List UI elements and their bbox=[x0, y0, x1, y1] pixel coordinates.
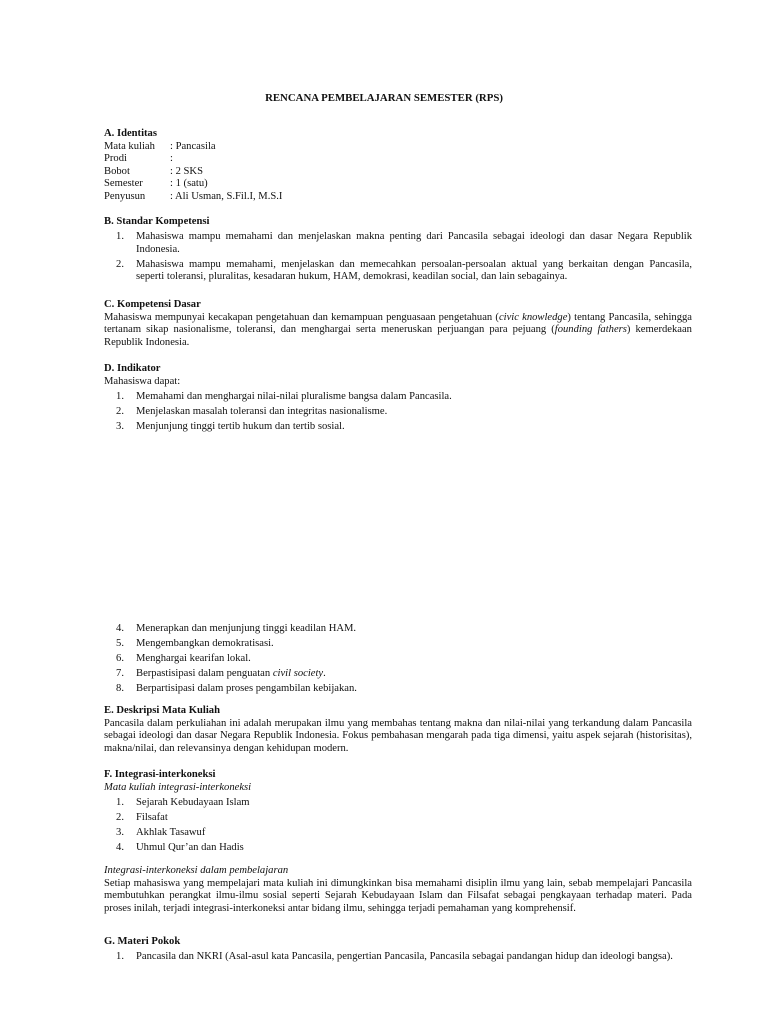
list-text: Memahami dan menghargai nilai-nilai pluralisme bangsa dalam Pancasila. bbox=[136, 390, 452, 402]
list-number: 1. bbox=[116, 390, 124, 402]
list-item bbox=[104, 827, 692, 840]
list-number: 8. bbox=[116, 682, 124, 694]
indikator-intro: Mahasiswa dapat: bbox=[104, 375, 181, 387]
deskripsi-paragraph: Pancasila dalam perkuliahan ini adalah merupakan ilmu yang membahas tentang makna dan nilai-nilai yang terkandung dalam Pancasila sebagai ideologi dan dasar Negara Republik Indonesia. Fokus pembahasan mengarah pada tiga dimensi, yaitu aspek sejarah (historisitas), makna/nilai, dan relevansinya dengan kehidupan modern. bbox=[104, 717, 692, 754]
integrasi-list bbox=[104, 797, 692, 855]
list-text: Menjunjung tinggi tertib hukum dan tertib sosial. bbox=[136, 420, 345, 432]
list-item bbox=[104, 623, 692, 636]
identitas-key: Mata kuliah bbox=[104, 140, 155, 152]
identitas-row bbox=[104, 191, 692, 204]
kompetensi-paragraph bbox=[104, 312, 692, 350]
paragraph-text: ) tentang Pancasila, sehingga tertanam sikap nasionalisme, toleransi, dan menghargai serta meneruskan perjuangan para pejuang ( bbox=[104, 311, 692, 335]
section-materi-pokok bbox=[104, 936, 692, 964]
emphasis-text: Integrasi-interkoneksi dalam pembelajaran bbox=[104, 865, 289, 876]
list-item bbox=[104, 842, 692, 855]
section-heading: E. Deskripsi Mata Kuliah bbox=[104, 705, 220, 716]
list-number: 6. bbox=[116, 652, 124, 664]
emphasis-text: civil society bbox=[272, 667, 324, 679]
identitas-value: : Ali Usman, S.Fil.I, M.S.I bbox=[170, 190, 283, 202]
list-number: 7. bbox=[116, 667, 124, 679]
integrasi-subheading-2 bbox=[104, 865, 692, 878]
list-text: Pancasila dan NKRI (Asal-asul kata Pancasila, pengertian Pancasila, Pancasila sebagai pandangan hidup dan ideologi bangsa). bbox=[136, 951, 673, 962]
section-heading: A. Identitas bbox=[104, 128, 157, 139]
list-number: 4. bbox=[116, 622, 124, 634]
list-text: Mengembangkan demokratisasi. bbox=[136, 637, 274, 649]
list-text: Filsafat bbox=[136, 811, 168, 823]
section-identitas bbox=[104, 128, 692, 203]
list-number: 3. bbox=[116, 826, 124, 838]
integrasi-paragraph: Setiap mahasiswa yang mempelajari mata kuliah ini dimungkinkan bisa memahami disiplin ilmu yang lain, sebab mempelajari Pancasila membutuhkan perangkat ilmu-ilmu sosial seperti Sejarah Kebudayaan Islam dan Filsafat sebagai pengkayaan terhadap materi. Pada proses inilah, terjadi integrasi-interkoneksi antar bidang ilmu, sehingga terjadi pemahaman yang komprehensif. bbox=[104, 877, 692, 914]
list-text: Menghargai kearifan lokal. bbox=[136, 652, 251, 664]
section-deskripsi bbox=[104, 705, 692, 755]
list-text-part: . bbox=[323, 667, 326, 679]
section-heading: B. Standar Kompetensi bbox=[104, 216, 210, 227]
list-number: 2. bbox=[116, 811, 124, 823]
list-text: Menjelaskan masalah toleransi dan integritas nasionalisme. bbox=[136, 405, 388, 417]
list-item bbox=[104, 668, 692, 681]
section-standar-kompetensi bbox=[104, 216, 692, 284]
section-heading: G. Materi Pokok bbox=[104, 936, 181, 947]
list-number: 2. bbox=[116, 405, 124, 417]
list-item bbox=[104, 391, 692, 404]
identitas-key: Prodi bbox=[104, 153, 127, 164]
identitas-row bbox=[104, 153, 692, 166]
list-number: 1. bbox=[116, 951, 124, 962]
section-integrasi bbox=[104, 769, 692, 915]
list-number: 5. bbox=[116, 637, 124, 649]
list-item bbox=[104, 951, 692, 964]
list-text bbox=[136, 668, 692, 681]
list-text-part: Berpastisipasi dalam penguatan bbox=[136, 667, 273, 679]
list-item bbox=[104, 259, 692, 284]
document-title: RENCANA PEMBELAJARAN SEMESTER (RPS) bbox=[265, 92, 503, 104]
list-text: Sejarah Kebudayaan Islam bbox=[136, 796, 250, 808]
identitas-value: : bbox=[170, 153, 173, 164]
list-text: Uhmul Qur’an dan Hadis bbox=[136, 841, 244, 853]
list-item bbox=[104, 231, 692, 256]
identitas-key: Semester bbox=[104, 178, 143, 189]
list-text: Mahasiswa mampu memahami dan menjelaskan makna penting dari Pancasila sebagai ideologi dan dasar Negara Republik Indonesia. bbox=[136, 231, 692, 255]
identitas-row bbox=[104, 166, 692, 179]
section-indikator bbox=[104, 363, 692, 433]
list-text: Berpartisipasi dalam proses pengambilan kebijakan. bbox=[136, 682, 357, 694]
list-text: Mahasiswa mampu memahami, menjelaskan dan memecahkan persoalan-persoalan aktual yang berkaitan dengan Pancasila, seperti toleransi, pluralitas, kesadaran hukum, HAM, demokrasi, keadilan social, dan lain sebagainya. bbox=[136, 258, 692, 282]
standar-list bbox=[104, 231, 692, 284]
list-number: 4. bbox=[116, 841, 124, 853]
list-text: Akhlak Tasawuf bbox=[136, 826, 206, 838]
identitas-value: : Pancasila bbox=[170, 140, 216, 152]
list-number: 3. bbox=[116, 420, 124, 432]
section-kompetensi-dasar bbox=[104, 299, 692, 349]
identitas-value: : 2 SKS bbox=[170, 165, 203, 177]
list-number: 1. bbox=[116, 796, 124, 808]
list-item bbox=[104, 653, 692, 666]
identitas-key: Penyusun bbox=[104, 190, 146, 202]
paragraph-text: ) kemerdekaan Republik Indonesia. bbox=[104, 324, 692, 348]
paragraph-text: Mahasiswa mempunyai kecakapan pengetahuan dan kemampuan penguasaan pengetahuan ( bbox=[104, 311, 499, 323]
emphasis-text: Mata kuliah integrasi-interkoneksi bbox=[104, 781, 252, 793]
identitas-value: : 1 (satu) bbox=[170, 178, 208, 189]
list-item bbox=[104, 683, 692, 696]
integrasi-subheading bbox=[104, 782, 692, 795]
emphasis-text: founding fathers bbox=[554, 324, 627, 335]
list-number: 2. bbox=[116, 258, 124, 270]
section-heading: D. Indikator bbox=[104, 363, 161, 374]
identitas-row bbox=[104, 141, 692, 154]
list-number: 1. bbox=[116, 231, 124, 242]
indikator-list bbox=[104, 623, 692, 696]
list-text: Menerapkan dan menjunjung tinggi keadilan HAM. bbox=[136, 622, 357, 634]
list-item bbox=[104, 638, 692, 651]
identitas-row bbox=[104, 178, 692, 191]
materi-list bbox=[104, 951, 692, 964]
list-item bbox=[104, 812, 692, 825]
section-heading: C. Kompetensi Dasar bbox=[104, 299, 201, 310]
section-indikator-continued bbox=[104, 620, 692, 695]
list-item bbox=[104, 406, 692, 419]
identitas-key: Bobot bbox=[104, 165, 130, 177]
section-heading: F. Integrasi-interkoneksi bbox=[104, 769, 216, 780]
indikator-list bbox=[104, 391, 692, 434]
list-item bbox=[104, 797, 692, 810]
emphasis-text: civic knowledge bbox=[498, 311, 568, 323]
list-item bbox=[104, 421, 692, 434]
